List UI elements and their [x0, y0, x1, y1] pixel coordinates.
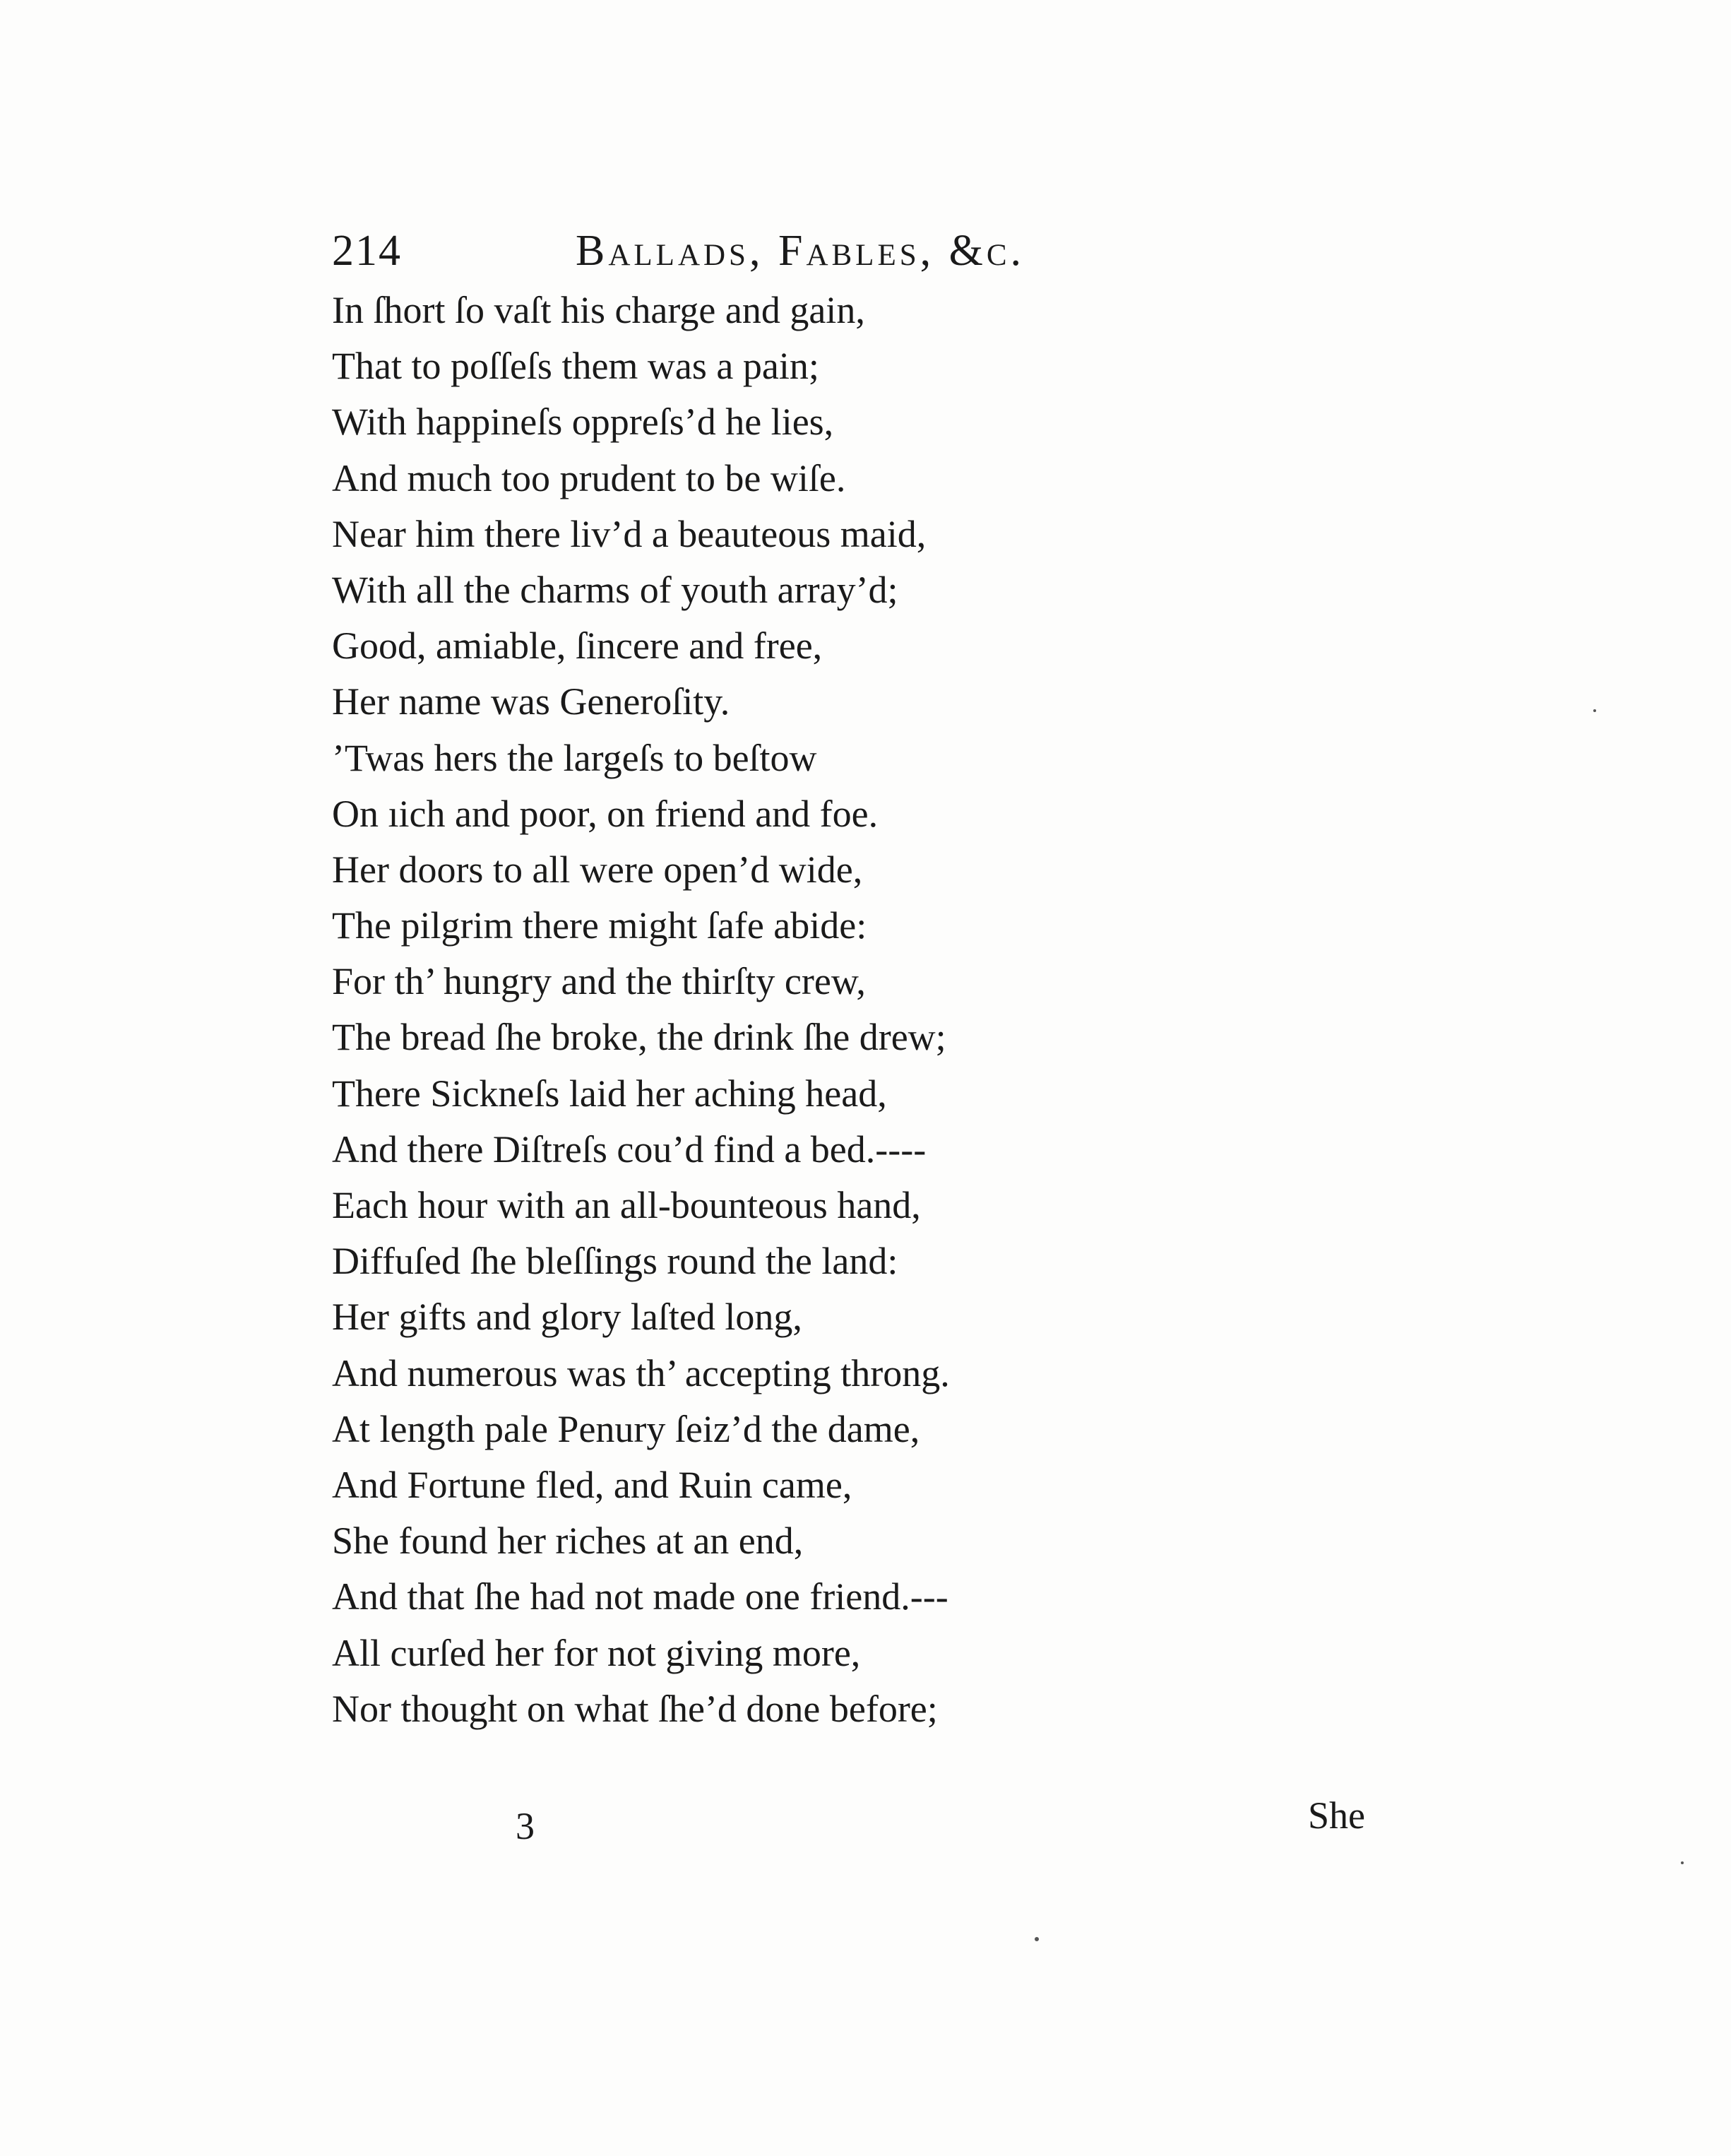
- ink-speck: [1593, 709, 1596, 712]
- verse-line: Her doors to all were open’d wide,: [332, 848, 863, 891]
- ink-speck: [1035, 1937, 1039, 1941]
- signature-mark: 3: [516, 1805, 535, 1847]
- verse-line: ’Twas hers the largeſs to beſtow: [332, 736, 817, 779]
- verse-line: The bread ſhe broke, the drink ſhe drew;: [332, 1016, 946, 1059]
- verse-line: Good, amiable, ſincere and free,: [332, 624, 823, 668]
- verse-line: Diffuſed ſhe bleſſings round the land:: [332, 1240, 898, 1283]
- verse-line: The pilgrim there might ſafe abide:: [332, 904, 867, 947]
- verse-line: That to poſſeſs them was a pain;: [332, 345, 819, 388]
- verse-line: And numerous was th’ accepting throng.: [332, 1351, 950, 1394]
- verse-line: And that ſhe had not made one friend.---: [332, 1575, 948, 1618]
- ink-speck: [1681, 1861, 1684, 1864]
- verse-line: Near him there liv’d a beauteous maid,: [332, 512, 927, 555]
- verse-line: And much too prudent to be wiſe.: [332, 456, 846, 499]
- verse-line: There Sickneſs laid her aching head,: [332, 1072, 887, 1115]
- verse-line: For th’ hungry and the thirſty crew,: [332, 960, 866, 1003]
- verse-line: With happineſs oppreſs’d he lies,: [332, 401, 834, 444]
- verse-line: With all the charms of youth array’d;: [332, 568, 898, 611]
- verse-line: On ıich and poor, on friend and foe.: [332, 792, 879, 835]
- verse-block: [332, 283, 1497, 1737]
- verse-line: And Fortune fled, and Ruin came,: [332, 1463, 852, 1506]
- catchword: She: [1308, 1794, 1365, 1837]
- running-head: [332, 212, 1179, 290]
- verse-line: And there Diſtreſs cou’d find a bed.----: [332, 1127, 927, 1171]
- verse-line: At length pale Penury ſeiz’d the dame,: [332, 1407, 920, 1450]
- verse-line: Her name was Generoſity.: [332, 680, 730, 723]
- verse-line: In ſhort ſo vaſt his charge and gain,: [332, 289, 865, 331]
- page-number: 214: [332, 227, 402, 275]
- verse-line: Nor thought on what ſhe’d done before;: [332, 1687, 938, 1730]
- verse-line: She found her riches at an end,: [332, 1520, 804, 1563]
- verse-line: All curſed her for not giving more,: [332, 1631, 861, 1674]
- verse-line: Each hour with an all-bounteous hand,: [332, 1184, 921, 1226]
- running-title: Ballads, Fables, &c.: [576, 227, 1025, 275]
- verse-line: Her gifts and glory laſted long,: [332, 1296, 802, 1339]
